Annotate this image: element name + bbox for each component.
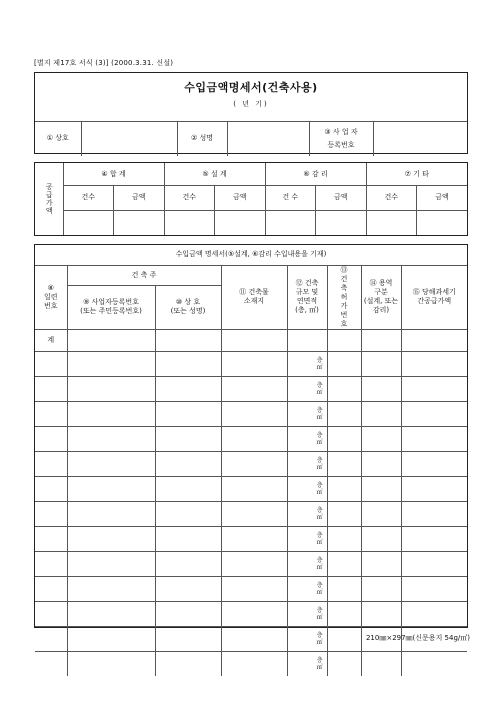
detail-cell[interactable] [221,401,287,426]
floor-unit: 층 [316,581,323,589]
summary-subheader: 건수 [164,186,215,211]
detail-cell[interactable] [327,526,361,551]
detail-cell[interactable] [67,576,155,601]
detail-cell[interactable] [35,401,67,426]
detail-cell[interactable] [35,451,67,476]
detail-cell[interactable] [327,501,361,526]
summary-cell[interactable] [366,210,417,235]
summary-group-other: ⑦ 기 타 [366,163,467,186]
detail-cell[interactable] [155,651,221,676]
total-cell[interactable] [361,329,401,351]
summary-cell[interactable] [63,210,114,235]
detail-cell[interactable] [35,351,67,376]
detail-cell[interactable] [221,601,287,626]
detail-cell[interactable] [221,451,287,476]
col-client-group: 건 축 주 [67,265,221,285]
col-building-scale: ⑫ 건축 규모 및 연면적 (층, ㎡) [287,265,327,329]
total-cell[interactable] [287,329,327,351]
floor-unit: 층 [316,506,323,514]
detail-cell[interactable] [287,651,327,676]
detail-cell[interactable] [361,576,401,601]
col-supply-amount: ⑮ 당해과세기 간공급가액 [401,265,467,329]
detail-cell[interactable] [35,501,67,526]
fiscal-year-line: ( 년 기) [233,100,269,108]
detail-cell[interactable] [221,551,287,576]
floor-unit: 층 [316,481,323,489]
detail-cell[interactable] [361,401,401,426]
detail-cell[interactable] [35,376,67,401]
summary-cell[interactable] [316,210,367,235]
supply-amount-summary [34,162,468,236]
detail-cell[interactable] [401,476,467,501]
detail-row [35,426,467,451]
paper-spec: 210㎜×297㎜(신문용지 54g/㎡) [365,634,470,642]
col-client-reg-no: ⑨ 사업자등록번호 (또는 주민등록번호) [67,285,155,329]
detail-cell[interactable] [35,476,67,501]
detail-cell[interactable] [287,351,327,376]
detail-row [35,601,467,626]
detail-cell[interactable] [35,526,67,551]
detail-cell[interactable] [221,426,287,451]
total-cell[interactable] [221,329,287,351]
detail-cell[interactable] [35,651,67,676]
detail-row [35,376,467,401]
detail-row [35,351,467,376]
summary-subheader: 건 수 [265,186,316,211]
floor-unit: 층 [316,556,323,564]
detail-cell[interactable] [327,451,361,476]
summary-group-design: ⑤ 설 계 [164,163,265,186]
summary-subheader: 금액 [316,186,367,211]
detail-cell[interactable] [155,526,221,551]
detail-cell[interactable] [67,476,155,501]
detail-cell[interactable] [221,526,287,551]
detail-cell[interactable] [67,651,155,676]
detail-cell[interactable] [401,551,467,576]
col-building-location: ⑪ 건축물 소재지 [221,265,287,329]
detail-cell[interactable] [67,626,155,651]
detail-cell[interactable] [221,651,287,676]
detail-cell[interactable] [221,376,287,401]
detail-cell[interactable] [221,576,287,601]
detail-cell[interactable] [361,476,401,501]
summary-group-supervision: ⑥ 감 리 [265,163,366,186]
detail-row [35,451,467,476]
detail-cell[interactable] [155,601,221,626]
detail-row [35,526,467,551]
area-unit: ㎡ [316,463,323,471]
detail-cell[interactable] [287,376,327,401]
summary-subheader: 건수 [366,186,417,211]
detail-cell[interactable] [327,551,361,576]
info-fields-table [35,121,467,156]
detail-cell[interactable] [287,601,327,626]
detail-cell[interactable] [401,351,467,376]
detail-cell[interactable] [67,526,155,551]
summary-cell[interactable] [164,210,215,235]
sangho-field[interactable] [81,122,177,156]
detail-cell[interactable] [401,576,467,601]
detail-cell[interactable] [35,426,67,451]
detail-cell[interactable] [287,551,327,576]
sangho-label: ① 상호 [35,122,81,156]
detail-cell[interactable] [327,576,361,601]
detail-cell[interactable] [155,376,221,401]
area-unit: ㎡ [316,663,323,671]
summary-cell[interactable] [114,210,165,235]
detail-cell[interactable] [155,451,221,476]
detail-cell[interactable] [287,451,327,476]
detail-cell[interactable] [35,626,67,651]
seongmyeong-label: ② 성명 [177,122,227,156]
floor-unit: 층 [316,606,323,614]
floor-unit: 층 [316,456,323,464]
supply-amount-side-label: 공급가액 [35,163,63,235]
area-unit: ㎡ [316,638,323,646]
detail-cell[interactable] [361,376,401,401]
floor-unit: 층 [316,431,323,439]
detail-cell[interactable] [327,376,361,401]
summary-table [35,163,467,235]
area-unit: ㎡ [316,588,323,596]
detail-cell[interactable] [327,401,361,426]
detail-row [35,401,467,426]
total-cell[interactable] [155,329,221,351]
detail-row [35,476,467,501]
detail-cell[interactable] [35,601,67,626]
area-unit: ㎡ [316,513,323,521]
detail-cell[interactable] [221,501,287,526]
total-cell[interactable] [67,329,155,351]
floor-unit: 층 [316,356,323,364]
area-unit: ㎡ [316,388,323,396]
detail-cell[interactable] [401,401,467,426]
detail-row [35,576,467,601]
detail-table [35,245,467,676]
summary-subheader: 금액 [215,186,266,211]
reg-no-label-line1: ③ 사 업 자 [324,127,358,136]
detail-cell[interactable] [361,451,401,476]
detail-cell[interactable] [327,626,361,651]
floor-unit: 층 [316,381,323,389]
detail-cell[interactable] [155,626,221,651]
summary-subheader: 건수 [63,186,114,211]
detail-cell[interactable] [361,501,401,526]
detail-cell[interactable] [287,576,327,601]
detail-cell[interactable] [67,401,155,426]
detail-cell[interactable] [67,376,155,401]
title-area [35,79,467,109]
floor-unit: 층 [316,631,323,639]
reg-no-label-line2: 등록번호 [327,140,355,149]
area-unit: ㎡ [316,538,323,546]
reg-no-field[interactable] [373,122,467,156]
reg-no-label [309,122,373,156]
detail-cell[interactable] [221,351,287,376]
detail-cell[interactable] [155,426,221,451]
detail-cell[interactable] [67,451,155,476]
detail-cell[interactable] [155,501,221,526]
total-row [35,329,467,351]
col-permit-number: ⑬ 건축 허가 번호 [327,265,361,329]
detail-cell[interactable] [401,651,467,676]
detail-row [35,651,467,676]
form-header: [별지 제17호 서식 (3)] (2000.3.31. 신설) [34,59,174,67]
area-unit: ㎡ [316,613,323,621]
summary-group-total: ④ 합 계 [63,163,164,186]
col-client-name: ⑩ 상 호 (또는 성명) [155,285,221,329]
floor-unit: 층 [316,406,323,414]
detail-row [35,551,467,576]
detail-cell[interactable] [287,401,327,426]
area-unit: ㎡ [316,438,323,446]
summary-cell[interactable] [215,210,266,235]
detail-cell[interactable] [155,576,221,601]
detail-cell[interactable] [401,376,467,401]
detail-cell[interactable] [67,551,155,576]
detail-cell[interactable] [35,576,67,601]
detail-cell[interactable] [67,426,155,451]
detail-cell[interactable] [155,551,221,576]
total-label: 계 [35,329,67,351]
form-title: 수입금액명세서(건축사용) [184,81,318,94]
detail-cell[interactable] [361,526,401,551]
total-cell[interactable] [327,329,361,351]
floor-unit: 층 [316,531,323,539]
detail-cell[interactable] [401,601,467,626]
detail-cell[interactable] [155,476,221,501]
detail-cell[interactable] [327,426,361,451]
summary-subheader: 금액 [114,186,165,211]
detail-cell[interactable] [327,351,361,376]
form-info-box [34,72,468,154]
detail-cell[interactable] [287,476,327,501]
detail-cell[interactable] [287,426,327,451]
detail-cell[interactable] [401,451,467,476]
detail-cell[interactable] [221,626,287,651]
detail-cell[interactable] [327,651,361,676]
detail-cell[interactable] [327,601,361,626]
detail-cell[interactable] [155,351,221,376]
detail-caption: 수입금액 명세서(⑤설계, ⑥감리 수입내용을 기재) [35,245,467,265]
detail-cell[interactable] [401,501,467,526]
detail-row [35,501,467,526]
area-unit: ㎡ [316,563,323,571]
detail-cell[interactable] [401,426,467,451]
col-serial-number: ⑧ 일련 번호 [35,265,67,329]
detail-cell[interactable] [287,626,327,651]
detail-cell[interactable] [327,476,361,501]
col-service-type: ⑭ 용역 구분 (설계, 또는 감리) [361,265,401,329]
summary-cell[interactable] [417,210,468,235]
detail-cell[interactable] [67,601,155,626]
area-unit: ㎡ [316,413,323,421]
area-unit: ㎡ [316,363,323,371]
detail-cell[interactable] [287,501,327,526]
detail-cell[interactable] [35,551,67,576]
floor-unit: 층 [316,656,323,664]
detail-cell[interactable] [361,351,401,376]
total-cell[interactable] [401,329,467,351]
detail-cell[interactable] [361,426,401,451]
summary-cell[interactable] [265,210,316,235]
detail-cell[interactable] [155,401,221,426]
detail-cell[interactable] [361,551,401,576]
detail-cell[interactable] [67,501,155,526]
detail-cell[interactable] [287,526,327,551]
summary-subheader: 금액 [417,186,468,211]
detail-cell[interactable] [361,601,401,626]
detail-cell[interactable] [221,476,287,501]
detail-cell[interactable] [67,351,155,376]
detail-cell[interactable] [361,651,401,676]
area-unit: ㎡ [316,488,323,496]
seongmyeong-field[interactable] [227,122,309,156]
detail-cell[interactable] [401,526,467,551]
